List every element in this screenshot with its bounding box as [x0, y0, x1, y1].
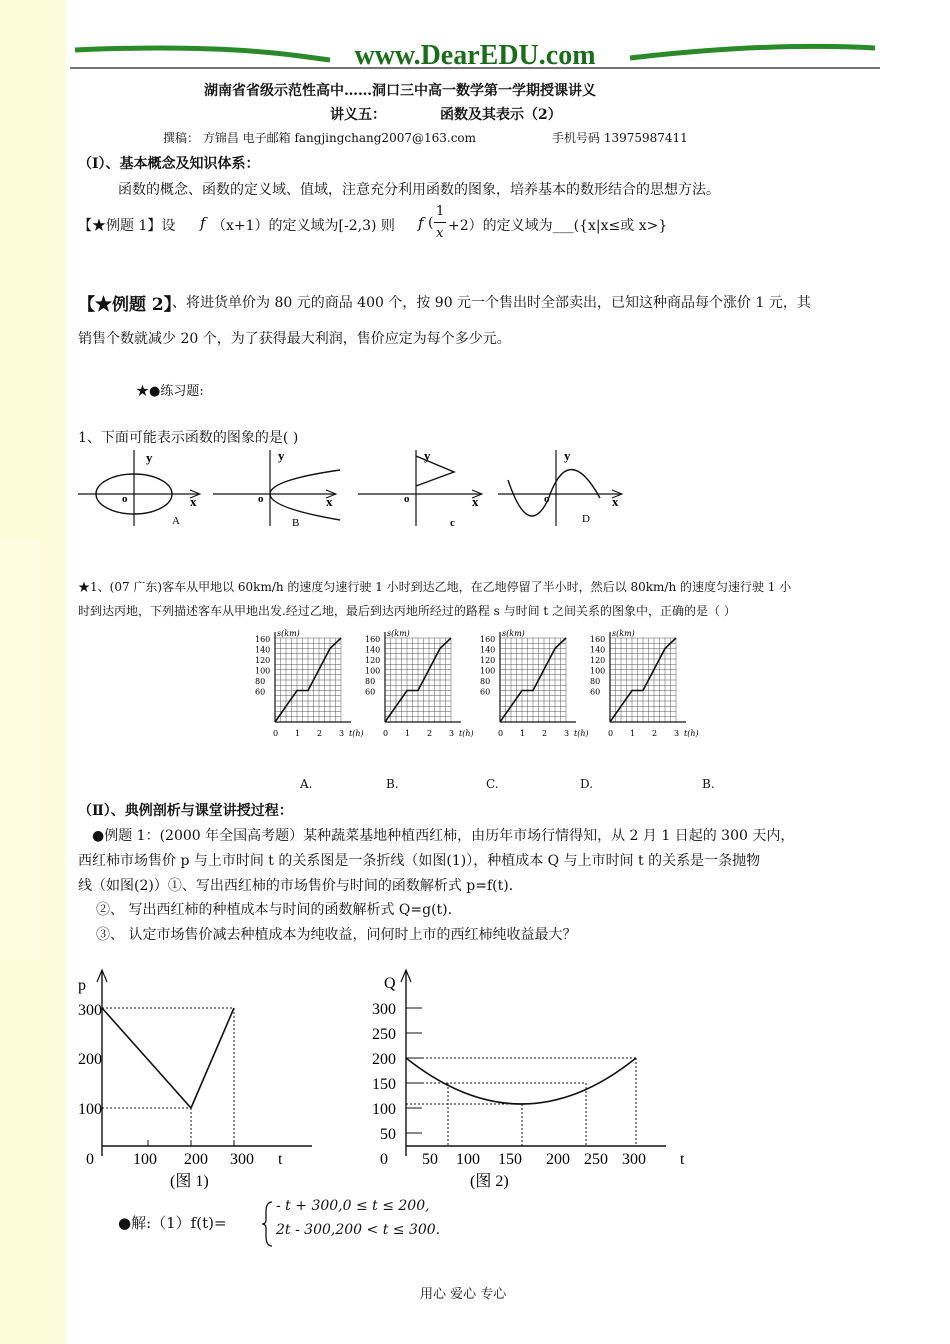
graph-B-x-label: x	[326, 494, 333, 509]
graph-A-label: A	[172, 515, 180, 527]
section2-heading: （Ⅱ）、典例剖析与课堂讲授过程：	[78, 803, 293, 819]
author-line: 撰稿： 方锦昌 电子邮箱 fangjingchang2007@163.com	[163, 131, 477, 145]
st-xtick: 0	[383, 729, 389, 738]
choice-d: D.	[580, 777, 594, 791]
fig2-xtick-250: 250	[584, 1151, 608, 1168]
fig2-origin: 0	[380, 1151, 388, 1168]
figure-1	[44, 960, 314, 1200]
section1-heading: （Ⅰ）、基本概念及知识体系：	[78, 156, 260, 172]
example2-line2: 销售个数就减少 20 个，为了获得最大利润，售价应定为每个多少元。	[78, 331, 511, 347]
st-ytick: 60	[480, 687, 491, 697]
graph-D	[498, 450, 622, 526]
st-xtick: 3	[339, 729, 345, 738]
fig1-y-label: p	[78, 977, 86, 994]
st-ytick: 140	[365, 645, 381, 655]
fig2-xtick-200: 200	[546, 1151, 570, 1168]
fig1-ytick-200: 200	[78, 1051, 102, 1068]
choice-e: B.	[702, 777, 715, 791]
st-xtick: 1	[630, 729, 636, 738]
st-ytick: 160	[590, 635, 606, 644]
graph-C-x-label: x	[472, 494, 479, 509]
graph-C	[358, 450, 482, 526]
banner-swoosh-right	[630, 46, 875, 58]
fig2-xtick-150: 150	[498, 1151, 522, 1168]
st-graph-3	[480, 629, 589, 738]
fig1-origin: 0	[86, 1151, 94, 1168]
fig2-ytick-150: 150	[372, 1076, 396, 1093]
lecture-number: 讲义五：	[330, 107, 386, 123]
section2-p4: ②、 写出西红柿的种植成本与时间的函数解析式 Q=g(t).	[96, 902, 453, 918]
st-ytick: 120	[480, 656, 496, 665]
st-xtick: 1	[295, 729, 301, 738]
q2-line2: 时到达丙地，下列描述客车从甲地出发.经过乙地，最后到达丙地所经过的路程 s 与时间 t 之间关系的图象中，正确的是（ ）	[78, 604, 736, 618]
example1-paren: (	[428, 215, 434, 231]
q1-graphs	[78, 450, 638, 530]
st-graph-4	[590, 629, 699, 738]
st-ytick: 120	[590, 656, 606, 665]
fig1-ytick-300: 300	[78, 1002, 102, 1019]
fig2-ytick-100: 100	[372, 1101, 396, 1118]
st-xtick: 2	[652, 729, 658, 738]
fig1-xtick-200: 200	[184, 1151, 208, 1168]
st-ytick: 80	[480, 677, 491, 686]
example1-domain: （x+1）的定义域为[-2,3) 则	[212, 218, 395, 234]
section2-p5: ③、 认定市场售价减去种植成本为纯收益，问何时上市的西红柿纯收益最大？	[96, 927, 577, 943]
q1-text: 1、下面可能表示函数的图象的是( )	[78, 430, 299, 446]
graph-D-x-label: x	[612, 494, 619, 509]
st-ytick: 80	[255, 677, 266, 686]
solution-lead: ●解:（1）f(t)=	[118, 1214, 227, 1232]
st-xtick: 3	[674, 729, 680, 738]
figure-2	[366, 960, 706, 1200]
st-ytick: 140	[255, 645, 271, 655]
st-xtick: 3	[564, 729, 570, 738]
st-ytick: 60	[590, 687, 601, 697]
graph-B	[213, 450, 340, 526]
example1-answer: +2）的定义域为___({x|x≤或 x>}	[448, 218, 668, 234]
st-xlabel-2: t(h)	[459, 729, 474, 738]
st-xtick: 2	[542, 729, 548, 738]
st-xlabel-4: t(h)	[684, 729, 699, 738]
st-xtick: 2	[427, 729, 433, 738]
fig2-ytick-50: 50	[380, 1126, 396, 1143]
cost-parabola	[406, 1058, 636, 1104]
example1-f2: f	[418, 214, 424, 232]
st-ytick: 100	[590, 666, 606, 676]
fig2-ytick-300: 300	[372, 1001, 396, 1018]
st-ytick: 80	[590, 677, 601, 686]
practice-heading: ★●练习题:	[136, 384, 204, 399]
piecewise-brace	[262, 1200, 274, 1248]
st-xtick: 0	[273, 729, 279, 738]
st-ytick: 120	[365, 656, 381, 665]
st-xlabel-3: t(h)	[574, 729, 589, 738]
st-ylabel-1: s(km)	[277, 629, 300, 638]
graph-C-origin: o	[404, 493, 410, 505]
graph-D-y-label: y	[564, 448, 571, 463]
st-ytick: 100	[255, 666, 271, 676]
fig1-xtick-100: 100	[133, 1151, 157, 1168]
st-xtick: 3	[449, 729, 455, 738]
price-polyline	[102, 1008, 234, 1108]
solution-case1: - t + 300,0 ≤ t ≤ 200,	[276, 1198, 430, 1214]
lecture-topic: 函数及其表示（2）	[440, 107, 562, 123]
fig1-xtick-300: 300	[230, 1151, 254, 1168]
banner-swoosh-left	[75, 48, 330, 60]
fraction-numerator: 1	[436, 204, 445, 219]
graph-C-y-label: y	[424, 448, 431, 463]
doc-title: 湖南省省级示范性高中……洞口三中高一数学第一学期授课讲义	[204, 83, 596, 99]
st-ytick: 160	[255, 635, 271, 644]
example2-line1: 、将进货单价为 80 元的商品 400 个，按 90 元一个售出时全部卖出，已知这种商品每个涨价 1 元，其	[172, 295, 811, 311]
graph-B-origin: o	[258, 493, 264, 505]
section2-p2: 西红柿市场售价 p 与上市时间 t 的关系图是一条折线（如图(1)），种植成本 Q 与上市时间 t 的关系是一条抛物	[78, 853, 761, 869]
st-xtick: 0	[608, 729, 614, 738]
graph-A-x-label: x	[190, 494, 197, 509]
solution-case2: 2t - 300,200 < t ≤ 300.	[276, 1222, 441, 1238]
st-xtick: 0	[498, 729, 504, 738]
st-ytick: 160	[365, 635, 381, 644]
fraction-bar	[434, 222, 446, 223]
example2-tag: 【★例题 2】	[78, 295, 181, 315]
fig2-xtick-300: 300	[622, 1151, 646, 1168]
fig2-y-label: Q	[384, 975, 396, 992]
fraction-denominator: x	[436, 226, 444, 241]
st-ytick: 60	[255, 687, 266, 697]
st-graph-1	[255, 629, 364, 738]
st-graph-2	[365, 629, 474, 738]
footer-text: 用心 爱心 专心	[420, 1287, 507, 1302]
st-ylabel-2: s(km)	[387, 629, 410, 638]
fig1-x-label: t	[278, 1151, 283, 1168]
choice-c: C.	[486, 777, 499, 791]
fig2-xtick-50: 50	[422, 1151, 438, 1168]
page-margin-strip-lower	[0, 540, 40, 960]
fig2-ytick-200: 200	[372, 1051, 396, 1068]
fig1-ytick-100: 100	[78, 1101, 102, 1118]
choice-a: A.	[300, 777, 313, 791]
example1-f: f	[200, 214, 206, 232]
fig2-ytick-250: 250	[372, 1026, 396, 1043]
fig2-x-label: t	[680, 1151, 685, 1168]
header-banner	[70, 38, 880, 72]
st-ytick: 80	[365, 677, 376, 686]
graph-A-y-label: y	[146, 450, 153, 465]
site-logo: www.DearEDU.com	[354, 40, 596, 71]
choice-b: B.	[386, 777, 399, 791]
st-ytick: 100	[365, 666, 381, 676]
graph-C-label: c	[450, 517, 455, 529]
q2-graphs	[250, 628, 710, 748]
q2-line1: ★1、(07 广东)客车从甲地以 60km/h 的速度匀速行驶 1 小时到达乙地，在乙地停留了半小时，然后以 80km/h 的速度匀速行驶 1 小	[78, 580, 792, 594]
st-xtick: 1	[405, 729, 411, 738]
fig2-xtick-100: 100	[456, 1151, 480, 1168]
st-ytick: 60	[365, 687, 376, 697]
fig1-caption: (图 1)	[170, 1173, 209, 1190]
graph-B-y-label: y	[278, 448, 285, 463]
st-ytick: 100	[480, 666, 496, 676]
phone-line: 手机号码 13975987411	[552, 131, 688, 145]
st-xlabel-1: t(h)	[349, 729, 364, 738]
st-xtick: 2	[317, 729, 323, 738]
section2-p3: 线（如图(2)）①、写出西红柿的市场售价与时间的函数解析式 p=f(t).	[78, 878, 514, 894]
graph-A-origin: o	[122, 493, 128, 505]
section1-text: 函数的概念、函数的定义域、值域，注意充分利用函数的图象，培养基本的数形结合的思想方法。	[118, 182, 720, 198]
graph-B-label: B	[292, 517, 300, 529]
section2-p1: ●例题 1：(2000 年全国高考题）某种蔬菜基地种植西红柿，由历年市场行情得知，从 2 月 1 日起的 300 天内，	[92, 828, 795, 844]
st-ytick: 140	[480, 645, 496, 655]
graph-A	[78, 450, 200, 526]
st-ytick: 140	[590, 645, 606, 655]
st-xtick: 1	[520, 729, 526, 738]
example1-lead: 【★例题 1】设	[78, 218, 176, 234]
st-ytick: 120	[255, 656, 271, 665]
st-ylabel-4: s(km)	[612, 629, 635, 638]
fig2-caption: (图 2)	[470, 1173, 509, 1190]
graph-D-label: D	[582, 513, 590, 525]
graph-D-origin: o	[544, 493, 550, 505]
st-ytick: 160	[480, 635, 496, 644]
st-ylabel-3: s(km)	[502, 629, 525, 638]
